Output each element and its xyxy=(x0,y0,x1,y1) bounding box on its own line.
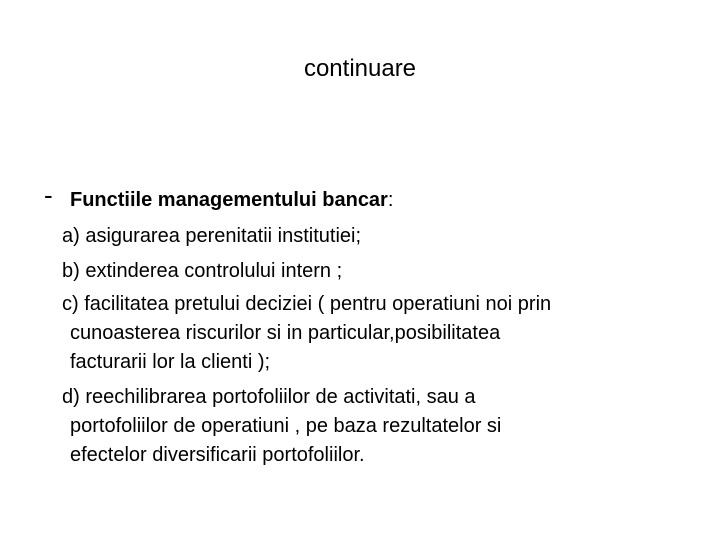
list-item-c-cont-2: facturarii lor la clienti ); xyxy=(70,351,271,373)
bullet-dash: - xyxy=(44,180,53,210)
section-heading-colon: : xyxy=(387,189,394,211)
list-item-d-cont-1: portofoliilor de operatiuni , pe baza rezultatelor si xyxy=(70,415,502,437)
list-item-c: c) facilitatea pretului deciziei ( pentru operatiuni noi prin xyxy=(62,293,552,315)
section-heading xyxy=(70,187,393,213)
list-item-b: b) extinderea controlului intern ; xyxy=(62,260,343,282)
section-heading-bold: Functiile managementului bancar xyxy=(70,189,388,211)
slide-title: continuare xyxy=(303,55,417,82)
list-item-d: d) reechilibrarea portofoliilor de activitati, sau a xyxy=(62,386,476,408)
list-item-c-cont-1: cunoasterea riscurilor si in particular,posibilitatea xyxy=(70,322,501,344)
list-item-a: a) asigurarea perenitatii institutiei; xyxy=(62,225,362,247)
list-item-d-cont-2: efectelor diversificarii portofoliilor. xyxy=(70,444,365,466)
